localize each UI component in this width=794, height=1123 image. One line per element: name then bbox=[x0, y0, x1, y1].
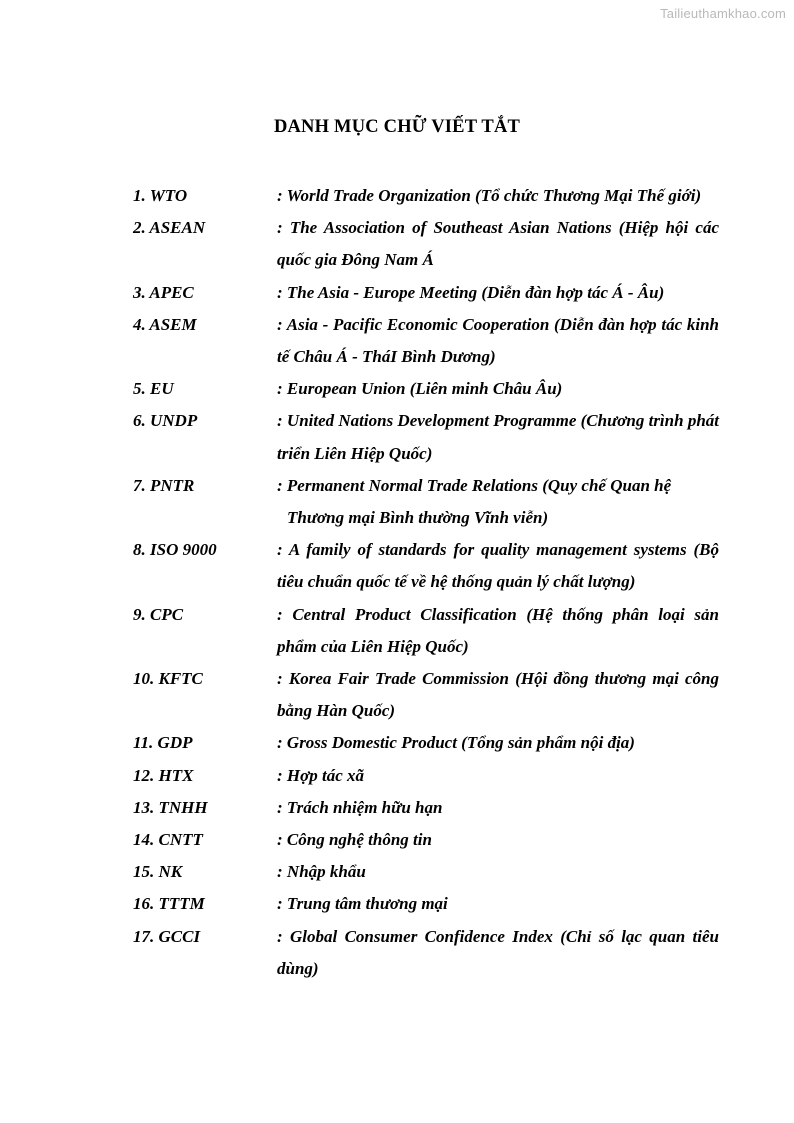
abbreviation-definition: : Korea Fair Trade Commission (Hội đồng thương mại công bằng Hàn Quốc) bbox=[277, 669, 719, 721]
abbreviation-code: 3. APEC bbox=[133, 282, 194, 302]
page-title: DANH MỤC CHỮ VIẾT TẮT bbox=[273, 117, 521, 137]
abbreviation-definition: : World Trade Organization (Tổ chức Thương Mại Thế giới) bbox=[277, 186, 702, 205]
abbreviation-code: 10. KFTC bbox=[133, 669, 203, 689]
abbreviation-definition: : Công nghệ thông tin bbox=[277, 830, 432, 850]
abbreviation-definition: : Asia - Pacific Economic Cooperation (Diễn đàn hợp tác kinh tế Châu Á - TháI Bình Dương) bbox=[277, 314, 719, 367]
list-item bbox=[133, 888, 719, 920]
abbreviation-definition bbox=[277, 470, 719, 534]
abbreviation-code: 1. WTO bbox=[133, 186, 188, 205]
abbreviation-code: 17. GCCI bbox=[133, 926, 201, 946]
abbreviation-definition: : Global Consumer Confidence Index (Chỉ số lạc quan tiêu dùng) bbox=[277, 926, 719, 978]
list-item bbox=[133, 792, 719, 824]
abbreviation-list bbox=[133, 180, 719, 985]
list-item bbox=[133, 663, 719, 727]
list-item bbox=[133, 470, 719, 534]
list-item bbox=[133, 727, 719, 759]
abbreviation-code: 15. NK bbox=[133, 862, 183, 882]
list-item bbox=[133, 405, 719, 469]
abbreviation-definition: : The Association of Southeast Asian Nations (Hiệp hội các quốc gia Đông Nam Á bbox=[277, 218, 719, 270]
abbreviation-code: 7. PNTR bbox=[133, 475, 195, 495]
abbreviation-code: 6. UNDP bbox=[133, 411, 198, 431]
list-item bbox=[133, 309, 719, 373]
list-item bbox=[133, 824, 719, 856]
list-item bbox=[133, 856, 719, 888]
abbreviation-definition: : A family of standards for quality management systems (Bộ tiêu chuẩn quốc tế về hệ thống quản lý chất lượng) bbox=[277, 540, 719, 592]
list-item bbox=[133, 373, 719, 405]
abbreviation-definition: : The Asia - Europe Meeting (Diễn đàn hợp tác Á - Âu) bbox=[277, 282, 665, 302]
list-item bbox=[133, 599, 719, 663]
definition-line: Thương mại Bình thường Vĩnh viễn) bbox=[287, 508, 549, 528]
abbreviation-definition: : United Nations Development Programme (Chương trình phát triển Liên Hiệp Quốc) bbox=[277, 411, 719, 463]
abbreviation-definition: : Trung tâm thương mại bbox=[277, 894, 448, 914]
list-item bbox=[133, 277, 719, 309]
list-item bbox=[133, 180, 719, 212]
abbreviation-definition: : Central Product Classification (Hệ thống phân loại sản phẩm của Liên Hiệp Quốc) bbox=[277, 604, 719, 656]
abbreviation-definition: : Hợp tác xã bbox=[277, 765, 365, 785]
abbreviation-definition: : Nhập khẩu bbox=[277, 862, 366, 882]
abbreviation-code: 14. CNTT bbox=[133, 830, 203, 850]
abbreviation-code: 4. ASEM bbox=[133, 314, 197, 334]
abbreviation-code: 2. ASEAN bbox=[133, 218, 206, 238]
abbreviation-code: 16. TTTM bbox=[133, 894, 205, 914]
list-item bbox=[133, 921, 719, 985]
abbreviation-code: 12. HTX bbox=[133, 765, 194, 785]
list-item bbox=[133, 534, 719, 598]
abbreviation-code: 11. GDP bbox=[133, 733, 193, 753]
definition-line: : Permanent Normal Trade Relations (Quy chế Quan hệ bbox=[277, 475, 672, 495]
abbreviation-code: 13. TNHH bbox=[133, 797, 208, 817]
abbreviation-code: 8. ISO 9000 bbox=[133, 540, 217, 560]
watermark: Tailieuthamkhao.com bbox=[660, 6, 786, 21]
abbreviation-code: 9. CPC bbox=[133, 604, 184, 624]
abbreviation-code: 5. EU bbox=[133, 379, 174, 399]
list-item bbox=[133, 760, 719, 792]
abbreviation-definition: : European Union (Liên minh Châu Âu) bbox=[277, 379, 563, 399]
abbreviation-definition: : Gross Domestic Product (Tổng sản phẩm nội địa) bbox=[277, 733, 635, 753]
abbreviation-definition: : Trách nhiệm hữu hạn bbox=[277, 797, 443, 817]
list-item bbox=[133, 212, 719, 276]
